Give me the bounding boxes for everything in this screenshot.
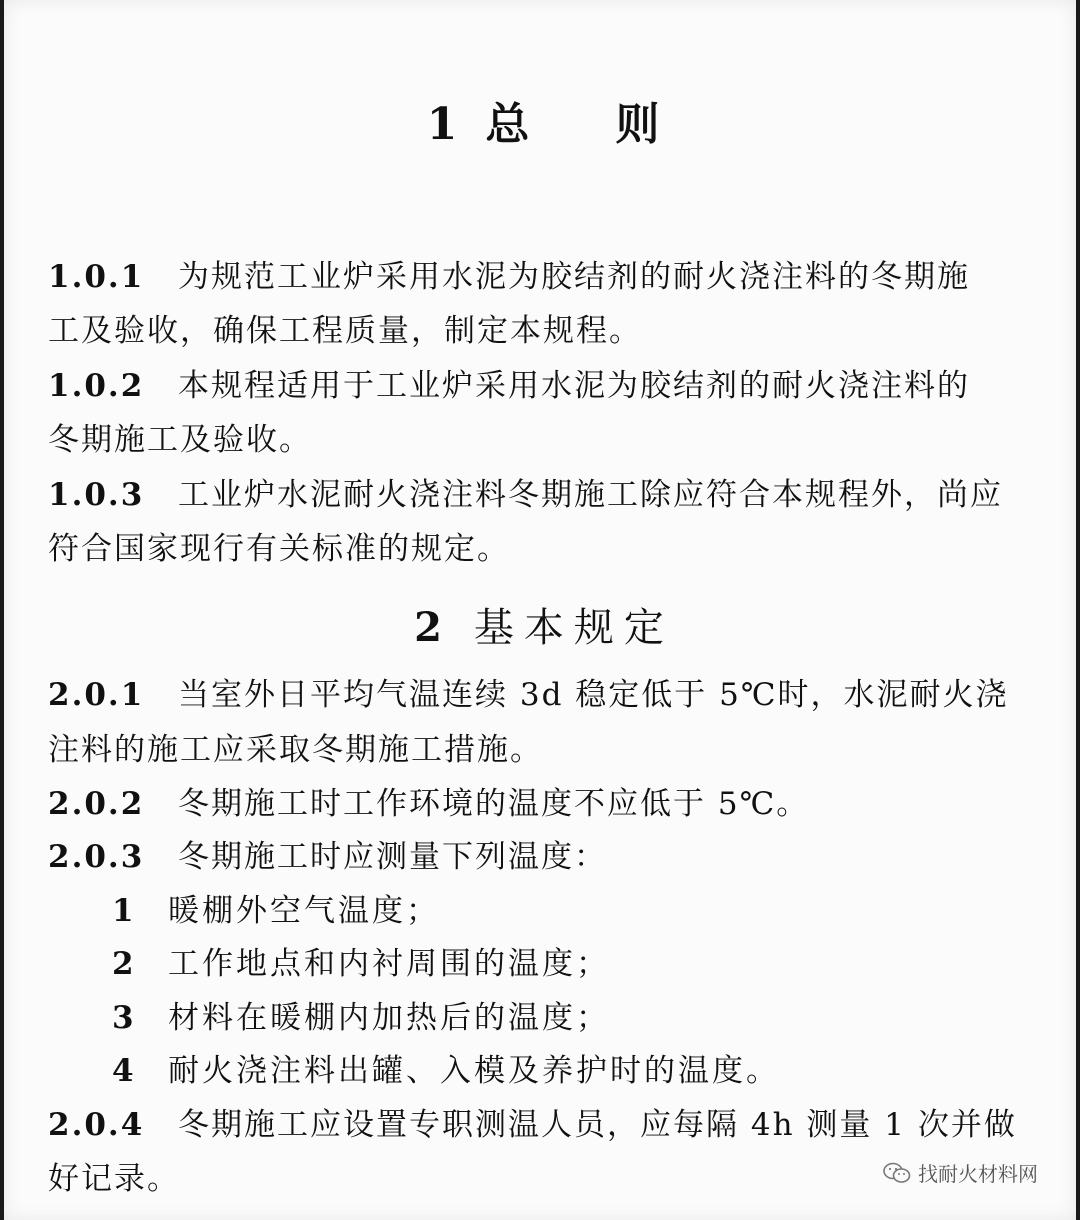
clause-text: 工业炉水泥耐火浇注料冬期施工除应符合本规程外，尚应 [178,477,1003,513]
chapter-1-heading [4,88,1080,152]
chapter-1-title-a: 总 [485,99,532,150]
list-item-number: 3 [112,1000,137,1036]
list-item-number: 4 [112,1053,137,1089]
clause-number: 2.0.4 [48,1107,145,1143]
clause-number: 2.0.3 [48,839,145,875]
chapter-1-title-b: 则 [615,99,662,150]
clause-text: 冬期施工时工作环境的温度不应低于 5℃。 [178,786,810,822]
list-item [112,893,440,929]
clause-number: 1.0.2 [48,368,145,404]
list-item-number: 1 [112,893,137,929]
clause-number: 2.0.2 [48,786,145,822]
clause-text: 冬期施工时应测量下列温度： [178,839,607,875]
clause-1-0-3 [48,477,1003,513]
list-item-text: 工作地点和内衬周围的温度； [168,946,610,982]
clause-number: 1.0.1 [48,259,145,295]
clause-number: 1.0.3 [48,477,145,513]
clause-1-0-3-continued: 符合国家现行有关标准的规定。 [48,531,510,567]
clause-text: 当室外日平均气温连续 3d 稳定低于 5℃时，水泥耐火浇 [178,677,1009,713]
clause-text: 为规范工业炉采用水泥为胶结剂的耐火浇注料的冬期施 [178,259,970,295]
clause-2-0-4-continued: 好记录。 [48,1161,180,1197]
clause-number: 2.0.1 [48,677,145,713]
watermark [882,1158,1038,1190]
list-item-text: 暖棚外空气温度； [168,893,440,929]
chapter-1-number: 1 [426,99,460,150]
clause-1-0-1 [48,259,970,295]
clause-2-0-1 [48,677,1009,713]
watermark-text: 找耐火材料网 [918,1162,1038,1186]
document-page [4,0,1076,1220]
clause-1-0-1-continued: 工及验收，确保工程质量，制定本规程。 [48,313,642,349]
chapter-2-title: 基本规定 [473,605,674,651]
chapter-2-number: 2 [414,604,452,651]
clause-1-0-2-continued: 冬期施工及验收。 [48,422,312,458]
list-item [112,1000,610,1036]
clause-text: 本规程适用于工业炉采用水泥为胶结剂的耐火浇注料的 [178,368,970,404]
clause-2-0-3 [48,839,607,875]
list-item [112,946,610,982]
clause-2-0-2 [48,786,810,822]
list-item-text: 材料在暖棚内加热后的温度； [168,1000,610,1036]
clause-2-0-1-continued: 注料的施工应采取冬期施工措施。 [48,732,543,768]
clause-text: 冬期施工应设置专职测温人员，应每隔 4h 测量 1 次并做 [178,1107,1017,1143]
clause-2-0-4 [48,1107,1017,1143]
clause-1-0-2 [48,368,970,404]
list-item [112,1053,780,1089]
wechat-icon [882,1161,912,1190]
list-item-text: 耐火浇注料出罐、入模及养护时的温度。 [168,1053,780,1089]
list-item-number: 2 [112,946,137,982]
chapter-2-heading [4,596,1080,653]
